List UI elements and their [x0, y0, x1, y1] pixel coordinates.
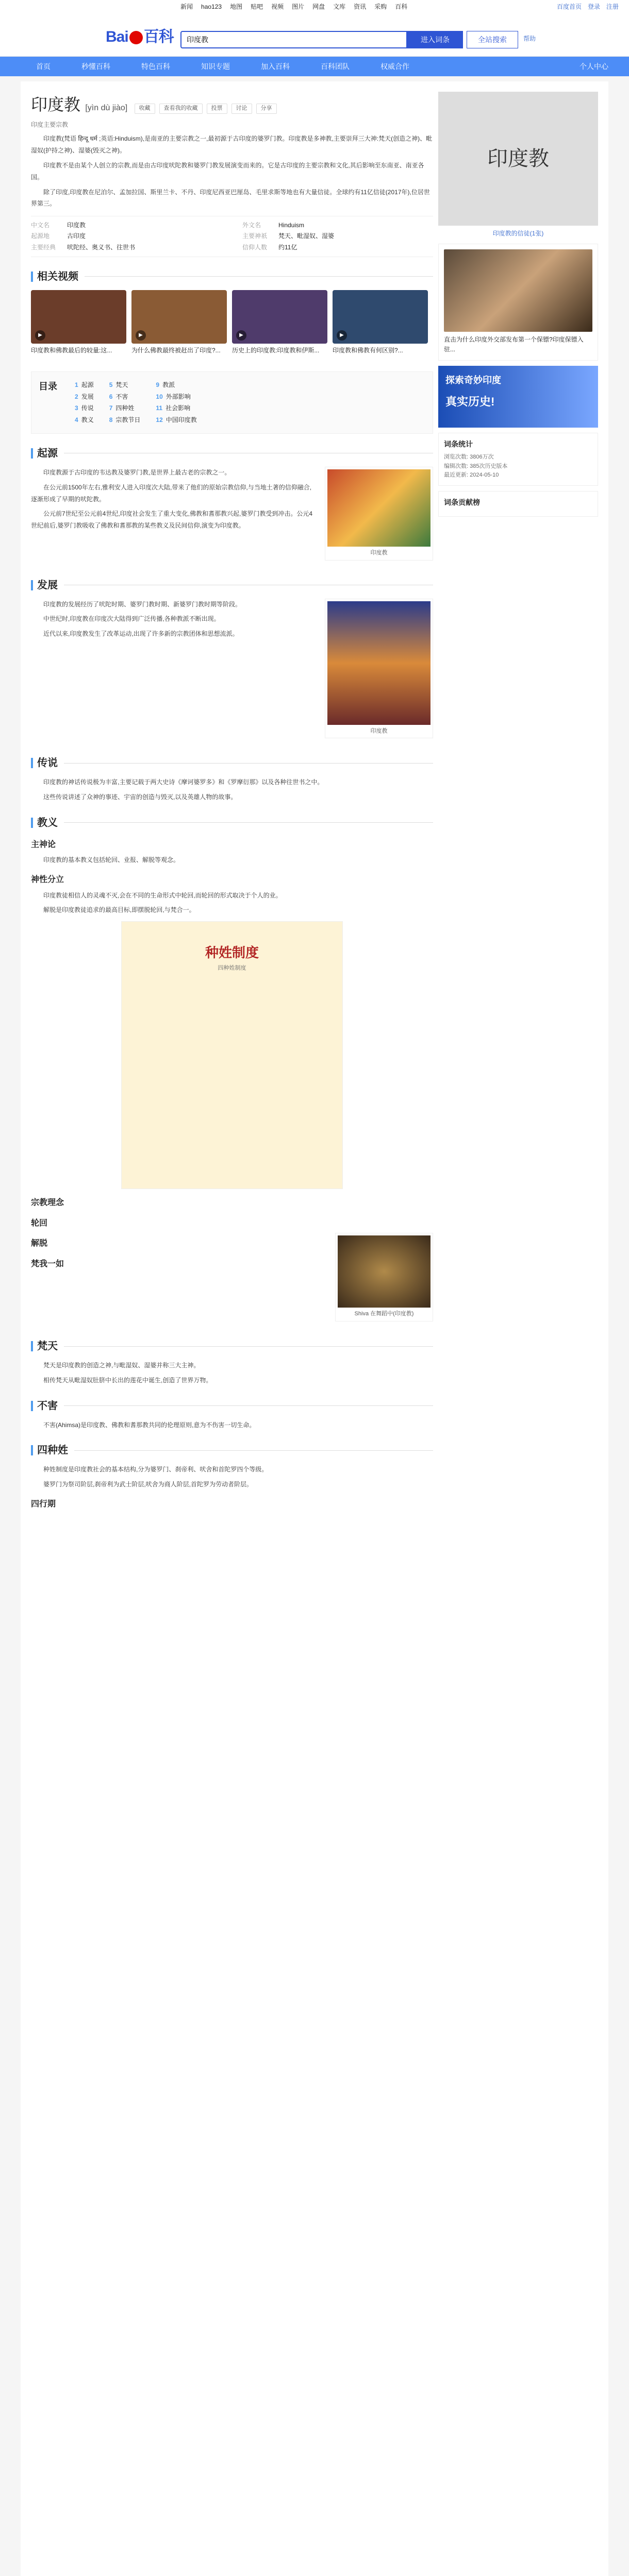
entry-pinyin: [yìn dù jiào]: [85, 104, 128, 112]
section-paragraph: 公元前7世纪至公元前4世纪,印度社会发生了重大变化,佛教和耆那教兴起,婆罗门教受到冲击。公元4世纪前后,婆罗门教吸收了佛教和耆那教的某些教义及民间信仰,演变为印度教。: [31, 510, 313, 530]
section-heading: 发展: [31, 577, 433, 594]
section-heading: 教义: [31, 815, 433, 831]
entry-tools: [135, 104, 277, 114]
subheading: 主神论: [31, 840, 56, 849]
caste-figure[interactable]: 种姓制度 四种姓制度: [121, 921, 343, 1189]
basic-info-row: 中文名 印度教: [31, 222, 86, 229]
nav-item[interactable]: 加入百科: [261, 62, 290, 71]
top-nav-item[interactable]: 新闻: [180, 3, 193, 10]
section-paragraph: 印度教徒相信人的灵魂不灭,会在不同的生命形式中轮回,而轮回的形式取决于个人的业。: [43, 891, 282, 899]
infobox-album-link[interactable]: 印度教的信徒(1张): [492, 230, 544, 237]
sidebar: [438, 92, 598, 517]
tool-button[interactable]: 查看我的收藏: [159, 104, 203, 114]
video-card[interactable]: ▶ 印度教和佛教有何区别?...: [333, 290, 428, 364]
basic-info-row: 主要经典 吠陀经、奥义书、往世书: [31, 243, 136, 251]
subheading: 轮回: [31, 1218, 48, 1228]
table-of-contents: 目录 1 起源 2 发展 3 传说 4 教义 5 梵天 6 不害 7 四种姓 8 宗教节日 9 教派 10 外部影响 11 社会影响 12 中国印度教: [31, 371, 433, 434]
section-paragraph: 婆罗门为祭司阶层,刹帝利为武士阶层,吠舍为商人阶层,首陀罗为劳动者阶层。: [43, 1481, 253, 1488]
nav-item[interactable]: 知识专题: [201, 62, 230, 71]
content-wrap: [21, 81, 608, 2576]
toc-item[interactable]: 12 中国印度教: [156, 416, 197, 424]
videos-heading: 相关视频: [31, 268, 433, 285]
basic-info-row: 主要神祇 梵天、毗湿奴、湿婆: [242, 232, 335, 240]
toc-item[interactable]: 8 宗教节日: [109, 416, 141, 424]
top-nav-item[interactable]: 图片: [292, 3, 305, 10]
top-header: [0, 0, 629, 57]
nav-user-center[interactable]: 个人中心: [580, 62, 608, 71]
section-heading: 不害: [31, 1398, 433, 1414]
toc-item[interactable]: 11 社会影响: [156, 404, 191, 412]
news-image: [444, 249, 592, 332]
login-link[interactable]: 登录: [587, 3, 600, 10]
contributors: 词条贡献榜: [438, 491, 598, 517]
subheading: 宗教理念: [31, 1198, 64, 1208]
toc-item[interactable]: 4 教义: [75, 416, 94, 424]
nav-item[interactable]: 特色百科: [141, 62, 170, 71]
tool-button[interactable]: 收藏: [135, 104, 155, 114]
toc-item[interactable]: 3 传说: [75, 404, 94, 412]
tool-button[interactable]: 投票: [207, 104, 227, 114]
top-nav-item[interactable]: 采购: [374, 3, 387, 10]
subheading: 神性分立: [31, 875, 64, 885]
section-paragraph: 印度教的神话传说极为丰富,主要记载于两大史诗《摩诃婆罗多》和《罗摩衍那》以及各种往世书之中。: [43, 778, 324, 786]
enter-entry-button[interactable]: 进入词条: [407, 31, 463, 48]
video-card[interactable]: ▶ 印度教和佛教最后的较量:这...: [31, 290, 126, 364]
toc-item[interactable]: 7 四种姓: [109, 404, 135, 412]
top-nav-item[interactable]: 地图: [230, 3, 243, 10]
top-nav-item[interactable]: 网盘: [312, 3, 325, 10]
nav-item[interactable]: 秒懂百科: [81, 62, 110, 71]
section-heading: 起源: [31, 445, 433, 462]
section-paragraph: 在公元前1500年左右,雅利安人进入印度次大陆,带来了他们的原始宗教信仰,与当地土著的信仰融合,逐渐形成了早期的吠陀教。: [31, 483, 312, 503]
subheading: 四行期: [31, 1500, 56, 1509]
subheading: 解脱: [31, 1239, 48, 1248]
toc-item[interactable]: 1 起源: [75, 381, 94, 388]
basic-info-row: 信仰人数 约11亿: [242, 243, 297, 251]
news-card[interactable]: 直击为什么印度外交部发布第一个保镖?印度保镖入驻...: [438, 244, 598, 360]
play-icon: ▶: [136, 330, 146, 341]
site-search-button[interactable]: 全站搜索: [467, 31, 518, 48]
main-nav: [0, 57, 629, 76]
temple-image: [327, 469, 431, 547]
top-nav-item[interactable]: 文库: [333, 3, 346, 10]
tool-button[interactable]: 讨论: [231, 104, 252, 114]
section-paragraph: 不害(Ahimsa)是印度教、佛教和耆那教共同的伦理原则,意为不伤害一切生命。: [43, 1421, 256, 1429]
section-paragraph: 近代以来,印度教发生了改革运动,出现了许多新的宗教团体和思想流派。: [43, 630, 239, 638]
intro-paragraph: 印度教不是由某个人创立的宗教,而是由古印度吠陀教和婆罗门教发展演变而来的。它是古印度的主要宗教和文化,其后影响至东南亚、南亚各国。: [31, 161, 424, 181]
top-nav-item[interactable]: 视频: [271, 3, 284, 10]
video-card[interactable]: ▶ 为什么佛教最终被赶出了印度?...: [131, 290, 227, 364]
play-icon: ▶: [236, 330, 246, 341]
section-paragraph: 印度教的基本教义包括轮回、业报、解脱等观念。: [43, 856, 180, 864]
section-paragraph: 种姓制度是印度教社会的基本结构,分为婆罗门、刹帝利、吠舍和首陀罗四个等级。: [43, 1466, 268, 1473]
video-card[interactable]: ▶ 历史上的印度教:印度教和伊斯...: [232, 290, 327, 364]
help-link[interactable]: 帮助: [523, 35, 536, 42]
play-icon: ▶: [35, 330, 45, 341]
nav-item[interactable]: 百科团队: [321, 62, 350, 71]
entry-stats: 词条统计 浏览次数: 3806万次 编辑次数: 385次历史版本 最近更新: 2024-05-10: [438, 433, 598, 486]
intro-paragraph: 印度教(梵语 हिन्दू धर्म ;英语:Hinduism),是南亚的主要宗教之一,最初源于古印度的婆罗门教。印度教是多神教,主要崇拜三大神:梵天(创造之神)、毗湿奴(护持之神)、湿婆(毁灭之神)。: [31, 135, 433, 155]
video-list: [31, 290, 433, 364]
deity-image: [327, 601, 431, 725]
toc-item[interactable]: 5 梵天: [109, 381, 128, 388]
tool-button[interactable]: 分享: [256, 104, 277, 114]
main-column: [31, 92, 433, 1514]
top-nav-item[interactable]: 百科: [395, 3, 408, 10]
toc-item[interactable]: 9 教派: [156, 381, 175, 388]
infobox-image[interactable]: 印度教: [438, 92, 598, 226]
development-figure[interactable]: 印度教: [325, 599, 433, 739]
search-input[interactable]: [180, 31, 407, 48]
nav-item[interactable]: 首页: [36, 62, 51, 71]
shiva-image: [338, 1235, 431, 1308]
section-heading: 梵天: [31, 1338, 433, 1354]
basic-info: [31, 216, 433, 257]
section-paragraph: 相传梵天从毗湿奴肚脐中长出的莲花中诞生,创造了世界万物。: [43, 1376, 212, 1384]
paw-icon: [129, 31, 143, 44]
toc-item[interactable]: 10 外部影响: [156, 393, 191, 400]
baidu-baike-logo[interactable]: Bai 百科: [106, 28, 174, 45]
basic-info-row: 外文名 Hinduism: [242, 222, 305, 229]
top-nav-item[interactable]: 贴吧: [251, 3, 263, 10]
origin-figure[interactable]: 印度教: [325, 467, 433, 561]
section-paragraph: 印度教源于古印度的韦达教及婆罗门教,是世界上最古老的宗教之一。: [43, 468, 231, 476]
basic-info-row: 起源地 古印度: [31, 232, 86, 240]
entry-subtitle: 印度主要宗教: [31, 121, 69, 129]
section-paragraph: 这些传说讲述了众神的事迹、宇宙的创造与毁灭,以及英雄人物的故事。: [43, 793, 237, 801]
section-paragraph: 解脱是印度教徒追求的最高目标,即摆脱轮回,与梵合一。: [43, 906, 195, 914]
top-nav-item[interactable]: hao123: [201, 3, 222, 10]
dance-figure[interactable]: Shiva 在舞蹈中(印度教): [335, 1233, 433, 1321]
section-heading: 四种姓: [31, 1442, 433, 1459]
ad-banner[interactable]: 探索奇妙印度 真实历史!: [438, 366, 598, 428]
home-link[interactable]: 百度首页: [556, 3, 582, 10]
section-paragraph: 中世纪时,印度教在印度次大陆得到广泛传播,各种教派不断出现。: [43, 615, 220, 623]
toc-item[interactable]: 2 发展: [75, 393, 94, 400]
section-heading: 传说: [31, 755, 433, 771]
toc-item[interactable]: 6 不害: [109, 393, 128, 400]
top-nav-item[interactable]: 资讯: [354, 3, 367, 10]
top-nav: [180, 2, 407, 12]
section-paragraph: 梵天是印度教的创造之神,与毗湿奴、湿婆并称三大主神。: [43, 1362, 200, 1369]
intro-paragraph: 除了印度,印度教在尼泊尔、孟加拉国、斯里兰卡、不丹、印度尼西亚巴厘岛、毛里求斯等地也有大量信徒。全球约有11亿信徒(2017年),位居世界第三。: [31, 188, 430, 208]
top-links: [557, 2, 619, 12]
entry-title: 印度教: [31, 95, 81, 114]
subheading: 梵我一如: [31, 1260, 64, 1269]
section-paragraph: 印度教的发展经历了吠陀时期、婆罗门教时期、新婆罗门教时期等阶段。: [43, 600, 242, 608]
register-link[interactable]: 注册: [606, 3, 619, 10]
play-icon: ▶: [337, 330, 347, 341]
nav-item[interactable]: 权威合作: [380, 62, 409, 71]
